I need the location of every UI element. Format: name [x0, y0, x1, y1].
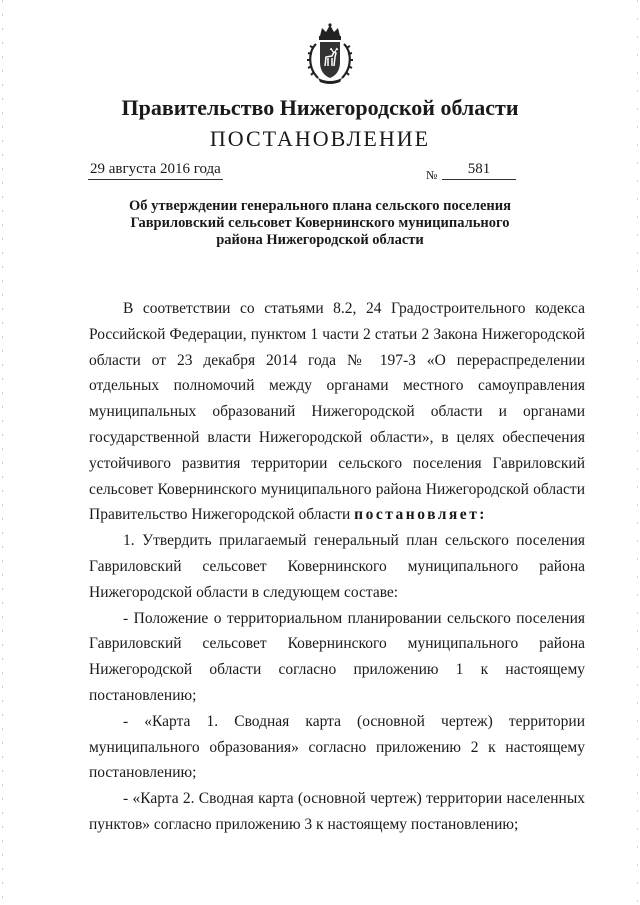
- preamble-paragraph: [89, 296, 585, 528]
- subject-line: района Нижегородской области: [216, 232, 424, 248]
- subject-line: Гавриловский сельсовет Ковернинского муниципального: [130, 215, 510, 231]
- subject-line: Об утверждении генерального плана сельского поселения: [129, 198, 511, 214]
- decree-word: постановляет:: [354, 506, 487, 524]
- list-item: - «Карта 2. Сводная карта (основной чертеж) территории населенных пунктов» согласно приложению 3 к настоящему постановлению;: [89, 790, 585, 833]
- document-type-title: ПОСТАНОВЛЕНИЕ: [209, 126, 431, 151]
- document-date: 29 августа 2016 года: [88, 160, 223, 180]
- list-item: - Положение о территориальном планировании сельского поселения Гавриловский сельсовет Ковернинского муниципального района Нижегородской области согласно приложению 1 к настоящему постановлению;: [89, 609, 585, 704]
- coat-of-arms-icon: [302, 22, 358, 86]
- clause-paragraph: 1. Утвердить прилагаемый генеральный план сельского поселения Гавриловский сельсовет Ковернинского муниципального района Нижегородской области в следующем составе:: [89, 532, 585, 601]
- list-item: - «Карта 1. Сводная карта (основной чертеж) территории муниципального образования» согласно приложению 2 к настоящему постановлению;: [89, 712, 585, 782]
- preamble-text: В соответствии со статьями 8.2, 24 Градостроительного кодекса Российской Федерации, пунктом 1 части 2 статьи 2 Закона Нижегородской области от 23 декабря 2014 года № 197-З «О перераспределении отдельных полномочий между органами местного самоуправления муниципальных образований Нижегородской области и органами государственной власти Нижегородской области», в целях обеспечения устойчивого развития территории сельского поселения Гавриловский сельсовет Ковернинского муниципального района Нижегородской области Правительство Нижегородской области: [89, 300, 585, 524]
- number-sign: №: [426, 168, 438, 182]
- organization-title: Правительство Нижегородской области: [121, 95, 519, 120]
- document-number: 581: [442, 160, 516, 180]
- document-subject: [100, 198, 540, 249]
- document-body: [89, 296, 585, 838]
